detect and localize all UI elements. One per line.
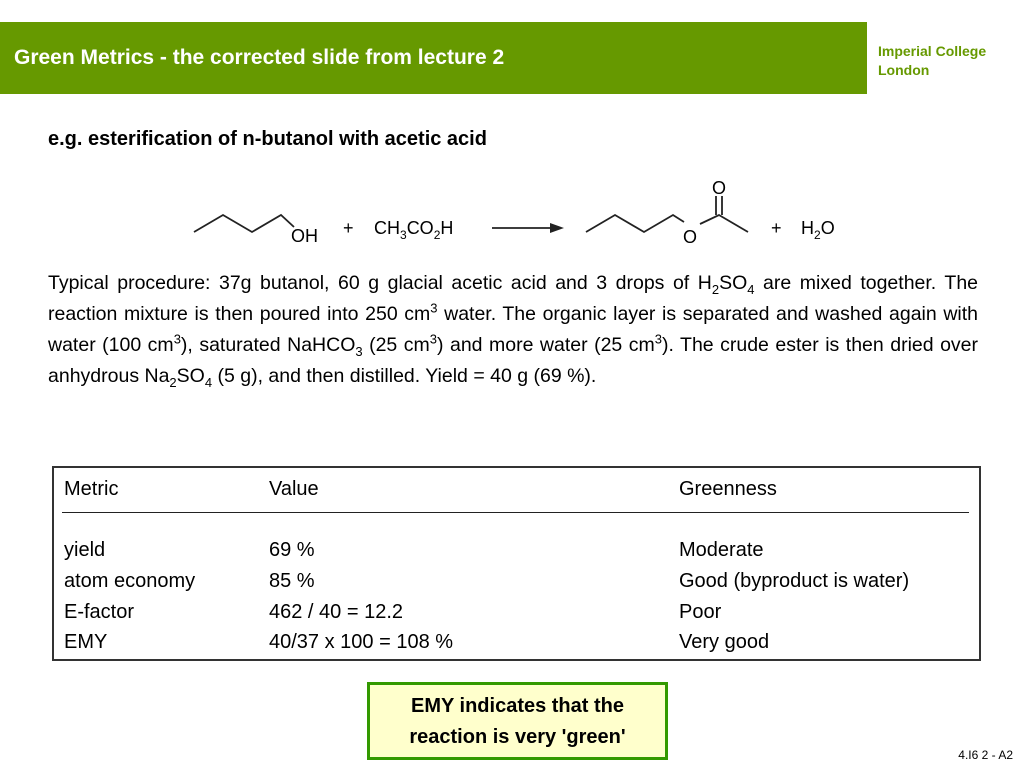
callout-line-2: reaction is very 'green': [409, 726, 626, 748]
table-divider: [62, 512, 969, 513]
value-cell: 69 %: [269, 539, 315, 561]
plus-sign-2: +: [771, 218, 782, 238]
water-formula: $H_2O$: [801, 218, 835, 242]
imperial-college-logo: [878, 42, 986, 80]
header-greenness: Greenness: [679, 478, 777, 500]
title-bar: [0, 22, 867, 94]
header-metric: Metric: [64, 478, 119, 500]
carbonyl-o-label: O: [712, 178, 727, 198]
logo-line-1: Imperial College: [878, 43, 987, 59]
greenness-cell: Good (byproduct is water): [679, 570, 910, 592]
butanol-skeleton: [194, 215, 294, 232]
slide-title: Green Metrics - the corrected slide from lecture 2: [14, 46, 505, 69]
butanol-oh-label: OH: [291, 226, 318, 246]
logo-line-2: London: [878, 62, 930, 78]
metric-cell: E-factor: [64, 601, 135, 623]
acetic-acid-formula: $CH_3CO_2H$: [374, 218, 454, 242]
ester-o-label: O: [683, 227, 698, 247]
value-cell: 462 / 40 = 12.2: [269, 601, 404, 623]
typical-procedure-paragraph: Typical procedure: 37g butanol, 60 g glacial acetic acid and 3 drops of $H_2SO_4$ are mixed together. The reaction mixture is then poured into 250 $cm^3$ water. The organic layer is separated and washed again with water (100 $cm^3$), saturated NaHCO$_3$ (25 $cm^3$) and more water (25 $cm^3$). The crude ester is then dried over anhydrous $Na_2SO_4$ (5 g), and then distilled. Yield = 40 g (69 %).: [48, 272, 979, 390]
ester-skeleton: [586, 215, 684, 232]
greenness-cell: Very good: [679, 631, 770, 653]
callout-line-1: EMY indicates that the: [410, 695, 624, 717]
slide-subtitle: e.g. esterification of n-butanol with acetic acid: [48, 128, 487, 150]
ester-acyl-bonds: [700, 215, 748, 232]
greenness-cell: Moderate: [679, 539, 764, 561]
plus-sign-1: +: [343, 218, 354, 238]
metric-cell: atom economy: [64, 570, 196, 592]
header-value: Value: [269, 478, 319, 500]
reaction-arrowhead: [550, 223, 564, 233]
esterification-reaction-scheme: [180, 170, 860, 250]
value-cell: 85 %: [269, 570, 315, 592]
greenness-cell: Poor: [679, 601, 722, 623]
green-metrics-table: [52, 466, 981, 661]
metric-cell: EMY: [64, 631, 108, 653]
slide-number: 4.I6 2 - A2: [958, 748, 1013, 762]
value-cell: 40/37 x 100 = 108 %: [269, 631, 454, 653]
metric-cell: yield: [64, 539, 106, 561]
emy-conclusion-callout: [367, 682, 668, 760]
